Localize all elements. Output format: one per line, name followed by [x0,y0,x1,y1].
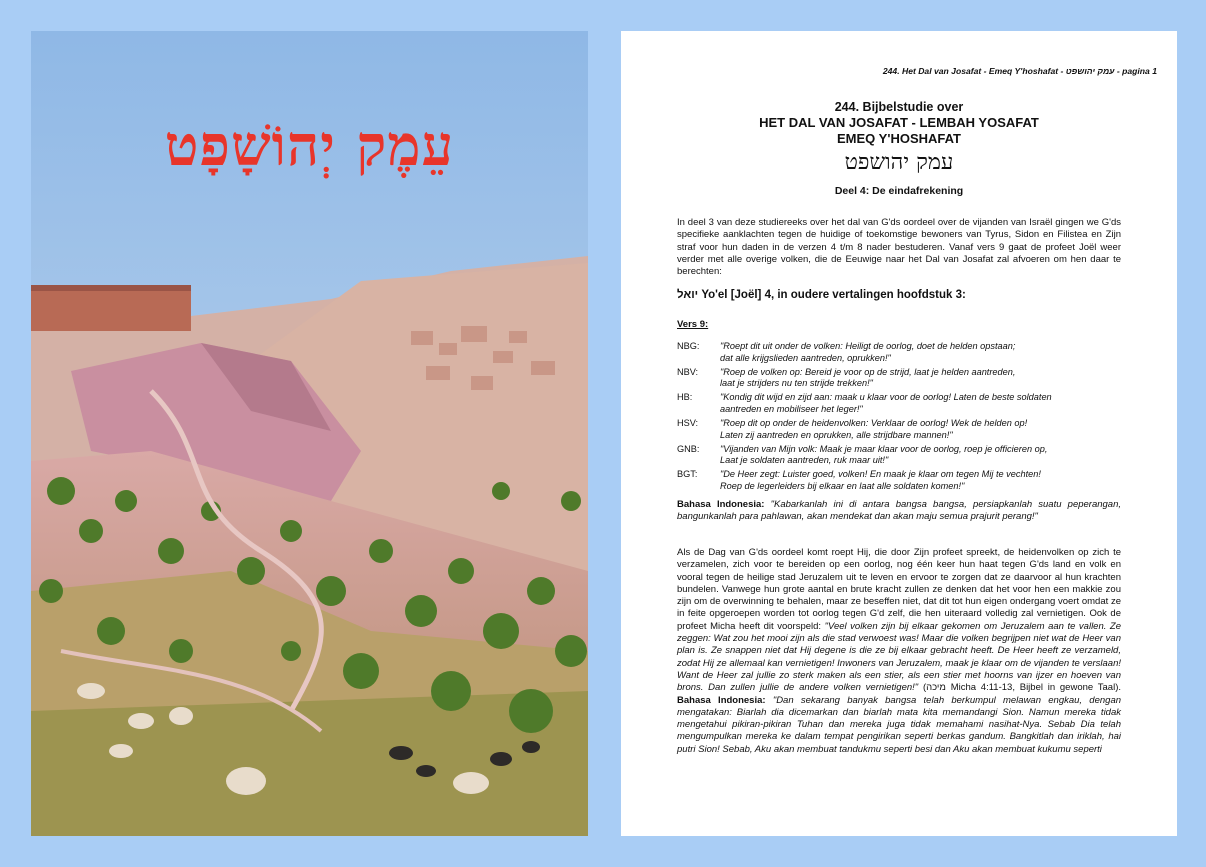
title-line-3: EMEQ Y'HOSHAFAT [837,131,961,146]
translation-row [677,367,1121,390]
translation-code: HB: [677,392,693,403]
translation-row [677,469,1121,492]
indonesian-quote: "Kabarkanlah ini di antara bangsa bangsa, persiapkanlah suatu peperangan, bangunkanlah para pahlawan, akan mendekat dan akan maju semua prajurit perang!" [677,499,1122,523]
translation-text: "Roep dit op onder de heidenvolken: Verklaar de oorlog! Wek de helden op! Laten zij aantreden en oprukken, alle strijdbare mannen!" [720,418,1028,440]
cover-painting [31,31,588,836]
title-line-1: 244. Bijbelstudie over [834,100,964,114]
body-indonesian-quote: "Dan sekarang banyak bangsa telah berkumpul melawan engkau, dengan mengatakan: Biarlah dia dicemarkan dan biarlah mata kita memandangi Sion. Namun mereka tidak mengetahui pikiran-pikiran Tuhan dan mereka juga tidak memahami nasihat-Nya. Sebab Dia telah mengumpulkan mereka ke dalam tempat pengirikan seperti berkas gandum. Bangkitlah dan iriklah, hai putri Sion! Sebab, Aku akan membuat tandukmu seperti besi dan Aku akan membuat kukumu seperti [677,694,1122,755]
translation-code: GNB: [677,443,700,454]
document-page [621,31,1177,836]
indonesian-label: Bahasa Indonesia: [677,499,765,510]
body-paragraph [677,547,1121,756]
translation-text: "Kondig dit wijd en zijd aan: maak u klaar voor de oorlog! Laten de beste soldaten aantreden en mobiliseer het leger!" [720,392,1052,414]
translation-code: NBV: [677,366,699,377]
title-hebrew: עמק יהושפט [844,150,954,175]
translation-text: "Roept dit uit onder de volken: Heiligt de oorlog, doet de helden opstaan; dat alle krijgslieden aantreden, oprukken!" [720,341,1016,363]
body-indonesian-label: Bahasa Indonesia: [677,694,766,706]
micha-quote: "Veel volken zijn bij elkaar gekomen om Jeruzalem aan te vallen. Ze zeggen: Wat zou het mooi zijn als die stad verwoest was! Maar die volken begrijpen niet wat de Heer van plan is. Ze snappen niet dat Hij degene is die ze bij elkaar gebracht heeft. De Heer heeft ze verzameld, zodat Hij ze allemaal kan vernietigen! Inwoners van Jeruzalem, maak je klaar om de vijanden te verslaan! Want de Heer zal jullie zo sterk maken als een stier, als een stier met hoorns van ijzer en hoeven van brons. Dan zullen jullie de andere volken vernietigen!" [677,620,1122,694]
indonesian-paragraph [677,499,1121,524]
translation-text: "Vijanden van Mijn volk: Maak je maar klaar voor de oorlog, roep je officieren op, Laat je soldaten aantreden, ruk maar uit!" [720,443,1048,466]
translation-text: "Roep de volken op: Bereid je voor op de strijd, laat je helden aantreden, laat je strijders nu ten strijde trekken!" [720,366,1016,389]
translation-row [677,341,1121,364]
translation-table [677,341,1121,495]
title-line-2: HET DAL VAN JOSAFAT - LEMBAH YOSAFAT [759,115,1039,130]
translation-row [677,392,1121,415]
body-text: Als de Dag van G'ds oordeel komt roept Hij, die door Zijn profeet spreekt, de heidenvolken op zich te verzamelen, zich voor te bereiden op een oorlog, nog één keer hun haat tegen G'ds land en volk en vooral tegen de heilige stad Jeruzalem uit te leven en ervoor te zorgen dat ze daarvoor al hun krachten bundelen. Vanwege hun grote aantal en brute kracht zullen ze denken dat het voor hen een makkie zou zijn om de overwinning te behalen, maar ze beseffen niet, dat dit tot hun eigen ondergang voert omdat ze in feite opgeroepen worden tot oorlog tegen G'd zelf, die hen uiteraard volledig zal vernietigen. Ook de profeet Micha heeft dit voorspeld: [677,547,1121,632]
translation-code: NBG: [677,341,700,351]
translation-code: HSV: [677,418,699,429]
micha-reference: (מיכה Micha 4:11-13, Bijbel in gewone Taal). [922,682,1122,694]
cover-title-hebrew: עֵמֶק יְהוֹשָׁפָט [164,113,455,179]
translation-row [677,418,1121,441]
translation-code: BGT: [677,469,698,480]
verse-label: Vers 9: [677,319,709,330]
section-title: Deel 4: De eindafrekening [834,185,964,197]
page-header: 244. Het Dal van Josafat - Emeq Y'hoshafat - עמק יהושפט - pagina 1 [882,66,1157,76]
intro-paragraph: In deel 3 van deze studiereeks over het dal van G'ds oordeel over de vijanden van Israël gingen we G'ds specifieke aanklachten tegen de huidige of toekomstige bewoners van Tyrus, Sidon en Filistea en Zijn straf voor hun daden in de verzen 4 t/m 8 nader bestuderen. Vanaf vers 9 gaat de profeet Joël weer verder met alle overige volken, die de Eeuwige naar het Dal van Josafat zal afvoeren om hen daar te berechten: [677,217,1121,278]
scripture-heading: יואל Yo'el [Joël] 4, in oudere vertalingen hoofdstuk 3: [677,289,966,301]
translation-row [677,444,1121,467]
translation-text: "De Heer zegt: Luister goed, volken! En maak je klaar om tegen Mij te vechten! Roep de legerleiders bij elkaar en laat alle soldaten komen!" [720,469,1041,492]
